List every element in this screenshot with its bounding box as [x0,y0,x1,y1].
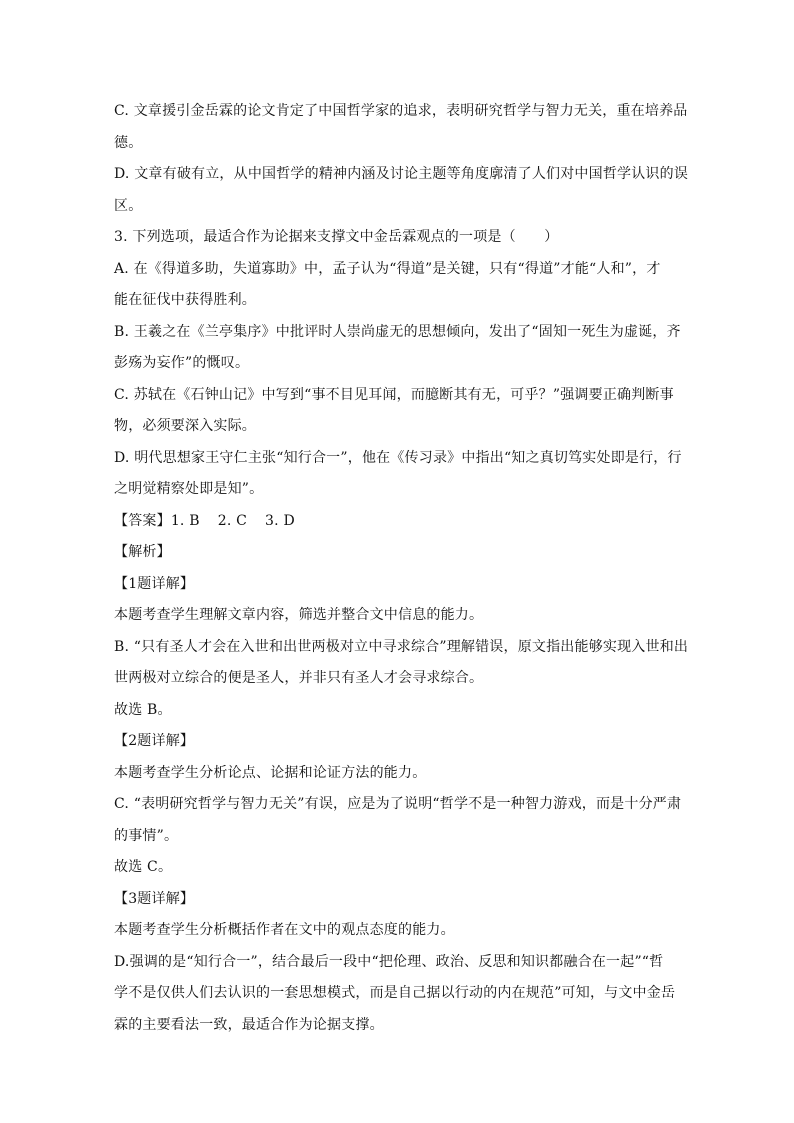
answer-line [114,506,680,538]
document-page [114,96,689,1041]
question-3-stem: 3. 下列选项，最适合作为论据来支撑文中金岳霖观点的一项是（ ） [114,229,559,245]
option-b-line: B. 王羲之在《兰亭集序》中批评时人崇尚虚无的思想倾向，发出了“固知一死生为虚诞，齐 [114,323,681,340]
text-line: 区。 [114,197,143,214]
text-line: D. 文章有破有立，从中国哲学的精神内涵及讨论主题等角度廓清了人们对中国哲学认识的误 [114,166,689,182]
analysis-text: 世两极对立综合的便是圣人，并非只有圣人才会寻求综合。 [114,670,484,686]
analysis-choice: 故选 B。 [114,701,172,718]
option-a-line: 能在征伐中获得胜利。 [114,292,256,308]
text-line: 德。 [114,134,143,151]
analysis-heading: 【解析】 [114,544,171,560]
analysis-text: 的事情”。 [114,827,179,844]
option-a-line: A. 在《得道多助，失道寡助》中，孟子认为“得道”是关键，只有“得道”才能“人和”，才 [114,260,661,277]
analysis-text: 本题考查学生分析概括作者在文中的观点态度的能力。 [114,922,455,938]
analysis-text: 本题考查学生理解文章内容，筛选并整合文中信息的能力。 [114,607,484,623]
option-d-line: D. 明代思想家王守仁主张“知行合一”，他在《传习录》中指出“知之真切笃实处即是行，行 [114,449,682,466]
analysis-text: B. “只有圣人才会在入世和出世两极对立中寻求综合”理解错误，原文指出能够实现入世和出 [114,638,689,655]
analysis-text: C. “表明研究哲学与智力无关”有误，应是为了说明“哲学不是一种智力游戏，而是十分严肃 [114,796,682,812]
analysis-text: 本题考查学生分析论点、论据和论证方法的能力。 [114,764,427,781]
analysis-text: 学不是仅供人们去认识的一套思想模式，而是自己据以行动的内在规范”可知，与文中金岳 [114,985,676,1001]
answer-item-2: 2. C [217,512,248,529]
text-line: C. 文章援引金岳霖的论文肯定了中国哲学家的追求，表明研究哲学与智力无关，重在培养品 [114,103,688,119]
analysis-text: D.强调的是“知行合一”，结合最后一段中“把伦理、政治、反思和知识都融合在一起”“哲 [114,953,664,970]
analysis-text: 霖的主要看法一致，最适合作为论据支撑。 [114,1016,384,1033]
option-b-line: 彭殇为妄作”的慨叹。 [114,355,250,371]
analysis-choice: 故选 C。 [114,859,173,875]
q2-detail-heading: 【2题详解】 [114,733,195,749]
q3-detail-heading: 【3题详解】 [114,890,195,907]
option-c-line: 物，必须要深入实际。 [114,418,256,434]
answer-item-3: 3. D [265,512,295,529]
answer-item-1: 1. B [170,512,200,529]
q1-detail-heading: 【1题详解】 [114,575,195,592]
option-d-line: 之明觉精察处即是知”。 [114,481,264,497]
option-c-line: C. 苏轼在《石钟山记》中写到“事不目见耳闻，而臆断其有无，可乎？”强调要正确判断事 [114,386,674,403]
answer-tag: 【答案】 [114,512,171,529]
